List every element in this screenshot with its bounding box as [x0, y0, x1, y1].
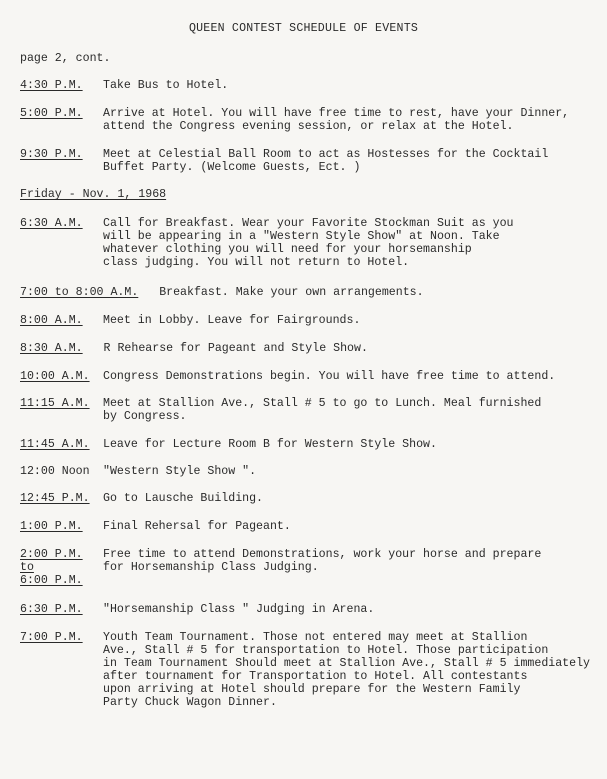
event-description: Meet in Lobby. Leave for Fairgrounds.: [103, 314, 361, 327]
event-time: 8:00 A.M.: [20, 314, 83, 327]
event-description: Congress Demonstrations begin. You will have free time to attend.: [103, 370, 556, 383]
schedule-entry: [20, 148, 590, 176]
event-time: 11:45 A.M.: [20, 438, 90, 451]
event-time: 9:30 P.M.: [20, 148, 83, 161]
day-heading: Friday - Nov. 1, 1968: [20, 188, 167, 201]
event-time: 7:00 to 8:00 A.M.: [20, 286, 139, 299]
event-description: Arrive at Hotel. You will have free time to rest, have your Dinner, attend the Congress evening session, or relax at the Hotel.: [103, 107, 570, 133]
event-description: Youth Team Tournament. Those not entered may meet at Stallion Ave., Stall # 5 for transportation to Hotel. Those participation in Team Tournament Should meet at Stallion Ave., Stall # 5 immediately after tournament for Transportation to Hotel. All contestants upon arriving at Hotel should prepare for the Western Family Party Chuck Wagon Dinner.: [103, 631, 591, 709]
event-time: 12:00 Noon: [20, 465, 90, 478]
schedule-entry: [20, 314, 590, 328]
event-description: Breakfast. Make your own arrangements.: [159, 286, 424, 299]
event-description: Call for Breakfast. Wear your Favorite Stockman Suit as you will be appearing in a "Western Style Show" at Noon. Take whatever clothing you will need for your horsemanship class judging. You will not return to Hotel.: [103, 217, 514, 269]
event-description: "Horsemanship Class " Judging in Arena.: [103, 603, 375, 616]
event-description: Free time to attend Demonstrations, work your horse and prepare for Horsemanship Class Judging.: [103, 548, 542, 574]
schedule-entry: [20, 438, 590, 452]
schedule-entry: [20, 465, 590, 479]
schedule-entry: [20, 548, 590, 588]
event-time: 4:30 P.M.: [20, 79, 83, 92]
event-description: Leave for Lecture Room B for Western Style Show.: [103, 438, 437, 451]
event-description: R Rehearse for Pageant and Style Show.: [103, 342, 368, 355]
event-time: 10:00 A.M.: [20, 370, 90, 383]
schedule-entry: [20, 217, 590, 273]
event-time: 2:00 P.M. to 6:00 P.M.: [20, 548, 83, 587]
event-time: 5:00 P.M.: [20, 107, 83, 120]
schedule-entry: [20, 342, 368, 355]
schedule-entry: [20, 286, 424, 299]
event-time: 7:00 P.M.: [20, 631, 83, 644]
schedule-entry: [20, 397, 590, 425]
event-time: 11:15 A.M.: [20, 397, 90, 410]
event-description: Go to Lausche Building.: [103, 492, 264, 505]
page-label: page 2, cont.: [20, 52, 111, 65]
event-time: 1:00 P.M.: [20, 520, 83, 533]
schedule-entry: [20, 603, 590, 617]
event-description: Meet at Stallion Ave., Stall # 5 to go to Lunch. Meal furnished by Congress.: [103, 397, 542, 423]
schedule-entry: [20, 492, 590, 506]
event-description: Final Rehersal for Pageant.: [103, 520, 291, 533]
event-time: 12:45 P.M.: [20, 492, 90, 505]
schedule-entry: [20, 107, 590, 135]
schedule-entry: [20, 370, 590, 384]
schedule-entry: [20, 631, 590, 715]
event-description: "Western Style Show ".: [103, 465, 257, 478]
event-time: 6:30 P.M.: [20, 603, 83, 616]
schedule-entry: [20, 520, 590, 534]
event-description: Meet at Celestial Ball Room to act as Hostesses for the Cocktail Buffet Party. (Welcome Guests, Ect. ): [103, 148, 549, 174]
event-time: 6:30 A.M.: [20, 217, 83, 230]
schedule-entry: [20, 79, 590, 93]
event-description: Take Bus to Hotel.: [103, 79, 229, 92]
document-title: QUEEN CONTEST SCHEDULE OF EVENTS: [188, 22, 419, 35]
event-time: 8:30 A.M.: [20, 342, 83, 355]
